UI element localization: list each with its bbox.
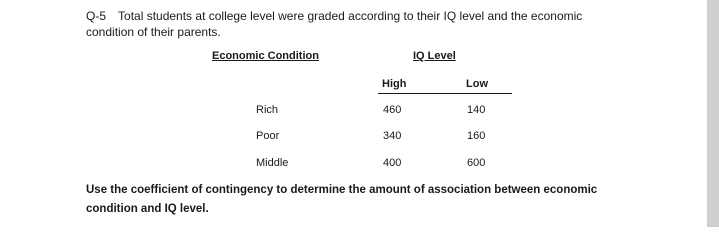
- cell-middle-high: 400: [383, 157, 402, 169]
- header-underline: [378, 93, 512, 94]
- cell-poor-high: 340: [383, 130, 402, 142]
- row-label-rich: Rich: [256, 104, 279, 116]
- economic-condition-header: Economic Condition: [212, 50, 319, 62]
- instruction-line-1: Use the coefficient of contingency to determine the amount of association between economic: [86, 184, 598, 196]
- question-line-1: [86, 8, 582, 25]
- cell-rich-high: 460: [383, 104, 402, 116]
- question-text-2: condition of their parents.: [86, 25, 221, 39]
- scrollbar-strip: [707, 0, 719, 227]
- column-header-low: Low: [466, 78, 488, 90]
- cell-rich-low: 140: [467, 104, 486, 116]
- row-label-poor: Poor: [256, 130, 280, 142]
- instruction-text: [86, 181, 666, 219]
- instruction-line-2: condition and IQ level.: [86, 203, 209, 215]
- question-number: Q-5: [86, 9, 107, 23]
- iq-level-header: IQ Level: [413, 50, 456, 62]
- row-label-middle: Middle: [256, 157, 289, 169]
- column-header-high: High: [382, 78, 407, 90]
- cell-middle-low: 600: [467, 157, 486, 169]
- cell-poor-low: 160: [467, 130, 486, 142]
- question-text-1: Total students at college level were graded according to their IQ level and the economic: [118, 9, 583, 23]
